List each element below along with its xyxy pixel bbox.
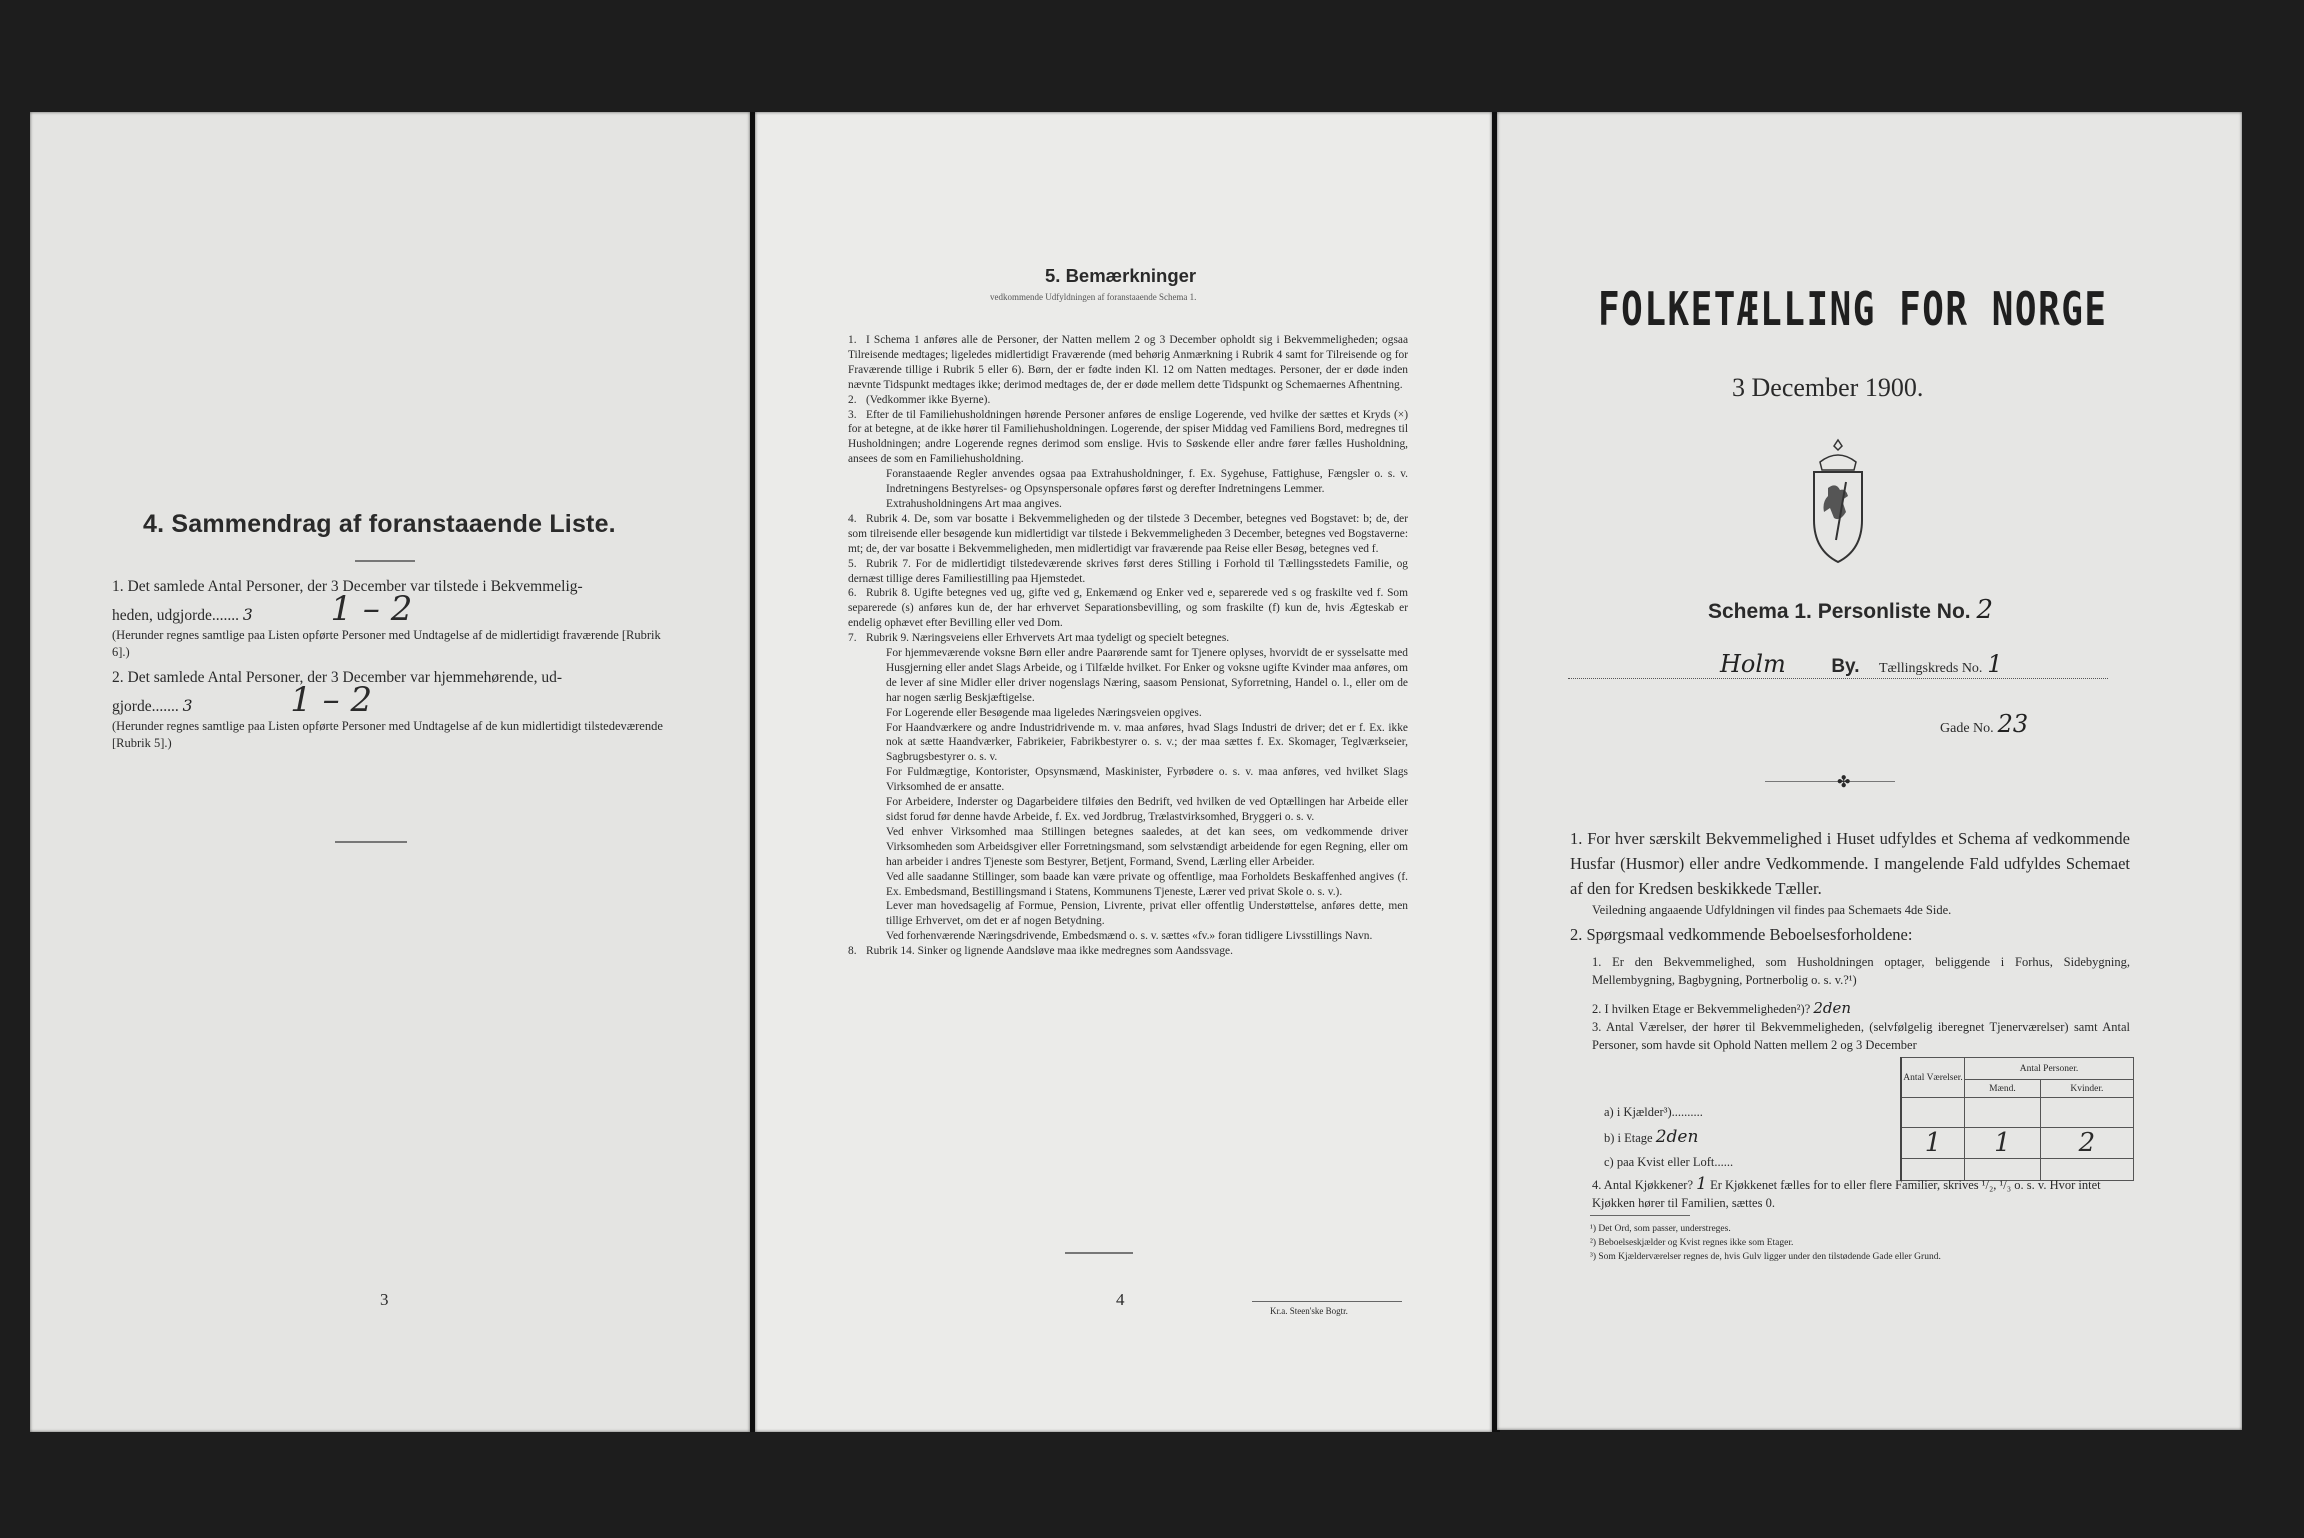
row-floor: b) i Etage 2den: [1604, 1127, 1699, 1147]
remark-text: (Vedkommer ikke Byerne).: [866, 393, 991, 406]
remark-number: 7.: [848, 632, 857, 645]
row-attic: c) paa Kvist eller Loft......: [1604, 1155, 1734, 1169]
remark-text: Rubrik 8. Ugifte betegnes ved ug, gifte ved g, Enkemænd og Enker ved e, separerede ved s og fraskilte ved f. Som separerede (s) anføres kun de, der har erhvervet Separationsbevilling, og som fraskilte (f) kun de, hvis Ægteskab er endelig ophævet efter Bevilling eller ved Dom.: [848, 587, 1408, 630]
col-women: Kvinder.: [2040, 1080, 2133, 1098]
remark-paragraph: [848, 646, 1408, 706]
remark-text: For Fuldmægtige, Kontorister, Opsynsmænd, Maskinister, Fyrbødere o. s. v. maa anføres, ved hvilket Slags Virksomhed de er ansatte.: [886, 766, 1408, 794]
town-line: Holm By. Tællingskreds No. 1: [1720, 650, 2003, 678]
remark-paragraph: [848, 557, 1408, 587]
census-title: FOLKETÆLLING FOR NORGE: [1598, 282, 2108, 336]
remark-text: Ved alle saadanne Stillinger, som baade kan være private og offentlige, maa Forholdets Beskaffenhed angives (f. Ex. Embedsmand, Bestillingsmand i Statens, Kommunens Tjeneste, Lærer ved privat Skole o. s. v.).: [886, 870, 1408, 898]
remark-number: 5.: [848, 557, 857, 570]
summary-item-2: 2. Det samlede Antal Personer, der 3 December var hjemmehørende, ud- gjorde....... 3 1 – 2 (Herunder regnes samtlige paa Listen opførte Personer med Undtagelse af de kun midlertidigt tilstedeværende [Rubrik 5].): [112, 667, 672, 752]
kitchen-handwriting: 1: [1696, 1174, 1707, 1194]
remark-text: I Schema 1 anføres alle de Personer, der Natten mellem 2 og 3 December opholdt sig i Bekvemmeligheden; ogsaa Tilreisende medtages; ligeledes midlertidigt Fraværende (med behørig Anmærkning i Rubrik 4 samt for Tilreisende og for Fraværende tillige i Rubrik 5 eller 6). Børn, der er fødte inden Kl. 12 om Natten medtages. Personer, der er døde inden nævnte Tidspunkt medtages ikke; derimod medtages de, der er døde mellem dette Tidspunkt og Schemaernes Afhentning.: [848, 334, 1408, 391]
women-count-handwriting: 2: [2040, 1128, 2133, 1159]
present-range-handwriting: 1 – 2: [330, 589, 413, 629]
kitchen-question: 4. Antal Kjøkkener? 1 Er Kjøkkenet fælles for to eller flere Familier, skrives ¹/₂, ¹/₃ o. s. v. Hvor intet Kjøkken hører til Familien, sættes 0.: [1592, 1174, 2101, 1210]
instruction-2: 2. Spørgsmaal vedkommende Beboelsesforholdene: 1. Er den Bekvemmelighed, som Husholdningen optager, beliggende i Forhus, Sidebygning, Mellembygning, Bagbygning, Portnerbolig o. s. v.?¹) 2. I hvilken Etage er Bekvemmeligheden²)? 2den 3. Antal Værelser, der hører til Bekvemmeligheden, (selvfølgelig iberegnet Tjenerværelser) samt Antal Personer, som havde sit Ophold Natten mellem 2 og 3 December: [1570, 925, 2130, 1052]
remark-text: Extrahusholdningens Art maa angives.: [886, 497, 1062, 510]
remark-paragraph: [848, 721, 1408, 766]
remark-paragraph: [848, 631, 1408, 646]
remark-number: 8.: [848, 945, 857, 958]
remark-text: For Haandværkere og andre Industridrivende m. v. maa anføres, hvad Slags Industri de driver; det er f. Ex. ikke nok at sætte Haandværker, Fabrikeier, Fabrikbestyrer o. s. v.; der maa sættes f. Ex. Skomager, Teglværkseier, Sagbrugsbestyrer o. s. v.: [886, 721, 1408, 764]
closing-rule: [335, 841, 407, 843]
remarks-body: [848, 333, 1408, 959]
summary-item-1: 1. Det samlede Antal Personer, der 3 December var tilstede i Bekvemmelig- heden, udgjorde....... 3 1 – 2 (Herunder regnes samtlige paa Listen opførte Personer med Undtagelse af de midlertidigt fraværende [Rubrik 6].): [112, 576, 672, 661]
street-number-handwriting: 23: [1997, 710, 2029, 738]
census-date: 3 December 1900.: [1732, 373, 1924, 402]
summary-note-2: (Herunder regnes samtlige paa Listen opførte Personer med Undtagelse af de kun midlertidigt tilstedeværende [Rubrik 5].): [112, 719, 663, 750]
norwegian-coat-of-arms-icon: [1806, 436, 1870, 566]
remark-paragraph: [848, 333, 1408, 393]
resident-range-handwriting: 1 – 2: [290, 680, 373, 720]
remarks-subheading: vedkommende Udfyldningen af foranstaaende Schema 1.: [990, 292, 1197, 302]
remark-text: Rubrik 9. Næringsveiens eller Erhvervets Art maa tydeligt og specielt betegnes.: [866, 632, 1230, 645]
page-number-4: 4: [1116, 1290, 1125, 1309]
remark-paragraph: [848, 467, 1408, 497]
instruction-1: 1. For hver særskilt Bekvemmelighed i Huset udfyldes et Schema af vedkommende Husfar (Husmor) eller andre Vedkommende. I mangelende Fald udfyldes Schemaet af den for Kredsen beskikkede Tæller. Veiledning angaaende Udfyldningen vil findes paa Schemaets 4de Side.: [1570, 829, 2130, 917]
remark-paragraph: [848, 765, 1408, 795]
remark-paragraph: [848, 512, 1408, 557]
town-dotline: [1568, 678, 2108, 679]
printer-rule: [1252, 1301, 1402, 1302]
remark-text: For Logerende eller Besøgende maa ligeledes Næringsveien opgives.: [886, 706, 1202, 719]
remark-text: Ved forhenværende Næringsdrivende, Embedsmænd o. s. v. sættes «fv.» foran tidligere Livsstillings Navn.: [886, 930, 1373, 943]
remark-text: Lever man hovedsagelig af Formue, Pension, Livrente, privat eller offentlig Understøttelse, anføres dette, men tillige Erhvervet, om det er af nogen Betydning.: [886, 900, 1408, 928]
remark-paragraph: [848, 929, 1408, 944]
remark-number: 3.: [848, 408, 857, 421]
remarks-heading: 5. Bemærkninger: [1045, 265, 1197, 286]
floor-handwriting: 2den: [1813, 999, 1852, 1017]
remark-number: 4.: [848, 512, 857, 525]
remark-text: Efter de til Familiehusholdningen hørende Personer anføres de enslige Logerende, ved hvilke der sættes et Kryds (×) for at betegne, at de ikke hører til Familiehusholdningen. Logerende, der spiser Middag ved Familiens Bord, medregnes til Husholdningen; andre Logerende regnes derimod som enslige. Hvis to Søskende eller andre fører fælles Husholdning, ansees de som en Familiehusholdning.: [848, 408, 1408, 466]
street-line: Gade No. 23: [1940, 710, 2029, 738]
heading-rule: [355, 560, 415, 562]
summary-heading: 4. Sammendrag af foranstaaende Liste.: [143, 510, 616, 538]
col-persons: Antal Personer.: [1965, 1058, 2134, 1080]
remark-paragraph: [848, 408, 1408, 468]
footnote-rule: [1590, 1215, 1690, 1216]
page-number-3: 3: [380, 1290, 389, 1309]
present-count-handwriting: 3: [242, 606, 253, 624]
remark-text: Foranstaaende Regler anvendes ogsaa paa Extrahusholdninger, f. Ex. Sygehuse, Fattighuse, Fængsler o. s. v. Indretningens Bestyrelses- og Opsynspersonale opføres først og derefter Indretningens Lemmer.: [886, 468, 1408, 496]
remark-number: 1.: [848, 334, 857, 346]
resident-count-handwriting: 3: [182, 697, 193, 715]
remark-paragraph: [848, 944, 1408, 959]
rooms-persons-table: [1900, 1057, 2134, 1181]
remarks-end-rule: [1065, 1252, 1133, 1254]
remark-number: 6.: [848, 587, 857, 600]
remark-paragraph: [848, 586, 1408, 631]
town-handwriting: Holm: [1720, 650, 1786, 678]
remark-text: Rubrik 7. For de midlertidigt tilstedeværende skrives først deres Stilling i Forhold til Tællingsstedets Familie, og dernæst tillige deres Familiestilling paa Hjemstedet.: [848, 557, 1408, 585]
remark-paragraph: [848, 706, 1408, 721]
men-count-handwriting: 1: [1965, 1128, 2041, 1159]
remark-paragraph: [848, 899, 1408, 929]
remark-paragraph: [848, 870, 1408, 900]
remark-text: Ved enhver Virksomhed maa Stillingen betegnes saaledes, at det kan sees, om vedkommende driver Virksomheden som Arbeidsgiver eller Forretningsmand, som selvstændigt arbeidende for egen Regning, eller om han arbeider i andres Tjeneste som Bestyrer, Betjent, Formand, Svend, Lærling eller Arbeider.: [886, 825, 1408, 868]
row-basement: a) i Kjælder³)..........: [1604, 1105, 1703, 1119]
printer-imprint: Kr.a. Steen'ske Bogtr.: [1270, 1306, 1348, 1316]
remark-number: 2.: [848, 393, 857, 406]
col-men: Mænd.: [1965, 1080, 2041, 1098]
remark-text: For Arbeidere, Inderster og Dagarbeidere tilføies den Bedrift, ved hvilken de ved Optællingen har Arbeide eller sidst forud før denne havde Arbeide, f. Ex. ved Jordbrug, Trælastvirksomhed, Bryggeri o. s. v.: [886, 796, 1408, 823]
divider-ornament-icon: ✤: [1837, 774, 1851, 791]
floor-row-handwriting: 2den: [1655, 1127, 1699, 1147]
remark-text: Rubrik 14. Sinker og lignende Aandsløve maa ikke medregnes som Aandssvage.: [866, 945, 1233, 958]
summary-note-1: (Herunder regnes samtlige paa Listen opførte Personer med Undtagelse af de midlertidigt fraværende [Rubrik 6].): [112, 628, 661, 659]
remark-text: Rubrik 4. De, som var bosatte i Bekvemmeligheden og der tilstede 3 December, betegnes ved Bogstavet: b; de, der som tilreisende eller besøgende kun midlertidigt var tilstede i Bekvemmeligheden 3 December, betegnes ved Bogstaverne: mt; de, der var bosatte i Bekvemmeligheden, men midlertidigt var fraværende paa Reise eller Besøg, betegnes ved f.: [848, 512, 1408, 555]
section-divider: [1765, 781, 1895, 782]
schema-label: Schema 1. Personliste No. 2: [1708, 595, 1993, 625]
footnotes: ¹) Det Ord, som passer, understreges. ²) Beboelseskjælder og Kvist regnes ikke som Etager. ³) Som Kjælderværelser regnes de, hvis Gulv ligger under den tilstødende Gade eller Grund.: [1590, 1224, 1941, 1262]
list-number-handwriting: 2: [1976, 595, 1993, 625]
rooms-count-handwriting: 1: [1901, 1128, 1965, 1159]
remark-paragraph: [848, 825, 1408, 870]
col-rooms: Antal Værelser.: [1901, 1058, 1965, 1098]
page-3: [30, 112, 750, 1432]
remark-paragraph: [848, 497, 1408, 512]
remark-paragraph: [848, 795, 1408, 825]
remark-paragraph: [848, 393, 1408, 408]
remark-text: For hjemmeværende voksne Børn eller andre Paarørende samt for Tjenere oplyses, hvorvidt de er sysselsatte med Husgjerning eller andet Slags Arbeide, og i Tilfælde hvilket. For Enker og voksne ugifte Kvinder maa anføres, om de lever af sine Midler eller driver nogenslags Næring, saasom Pensionat, Syforretning, Handel o. l., eller om de har nogen særlig Beskjæftigelse.: [886, 647, 1408, 704]
district-number-handwriting: 1: [1987, 650, 2003, 678]
